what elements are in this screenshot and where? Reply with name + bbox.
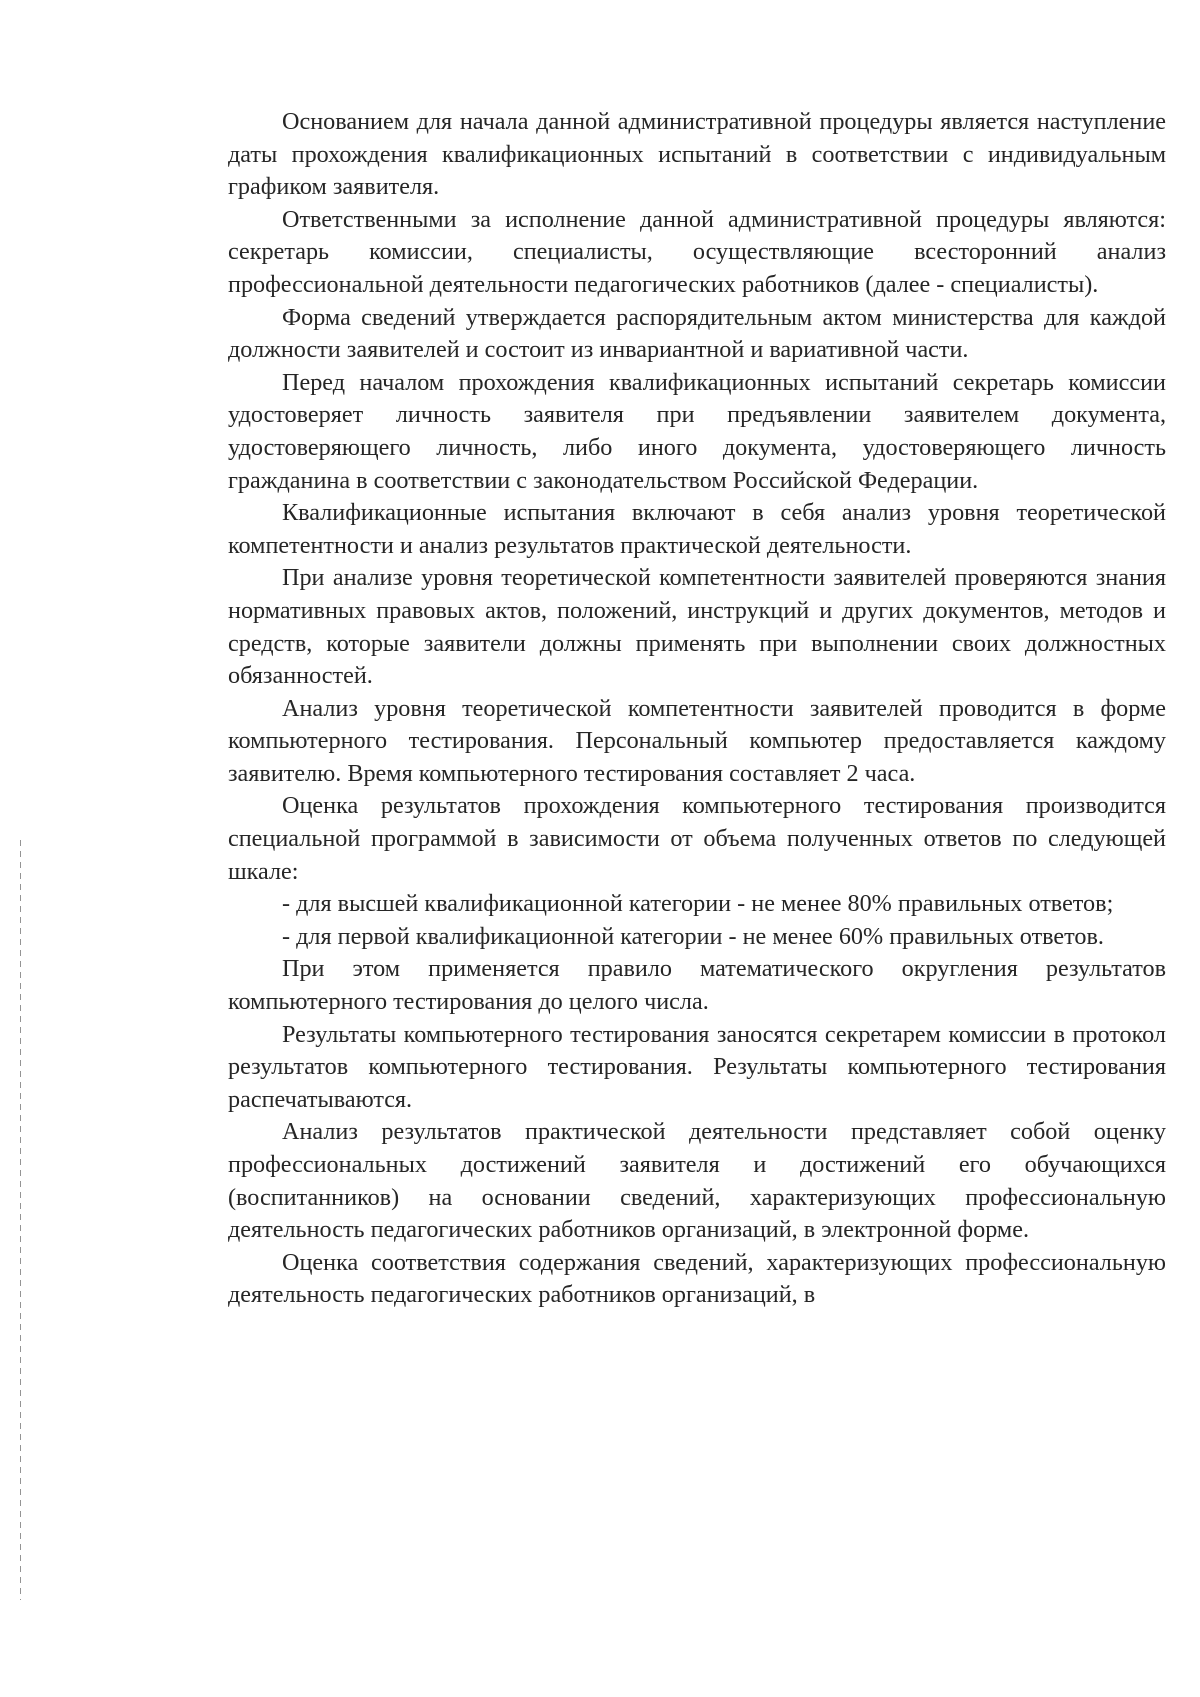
paragraph-responsible-persons: Ответственными за исполнение данной административной процедуры являются: секретарь комиссии, специалисты, осуществляющие всесторонний анализ профессиональной деятельности педагогических работников (далее - специалисты).	[228, 205, 1166, 298]
paragraph-testing-evaluation: Оценка результатов прохождения компьютерного тестирования производится специальной программой в зависимости от объема полученных ответов по следующей шкале:	[228, 792, 1166, 885]
paragraph-testing-results: Результаты компьютерного тестирования заносятся секретарем комиссии в протокол результатов компьютерного тестирования. Результаты компьютерного тестирования распечатываются.	[228, 1020, 1166, 1113]
document-body	[228, 106, 1166, 1312]
paragraph-theoretical-analysis: При анализе уровня теоретической компетентности заявителей проверяются знания нормативных правовых актов, положений, инструкций и других документов, методов и средств, которые заявители должны применять при выполнении своих должностных обязанностей.	[228, 564, 1166, 690]
paragraph-rounding-rule: При этом применяется правило математического округления результатов компьютерного тестирования до целого числа.	[228, 955, 1166, 1016]
paragraph-procedure-basis: Основанием для начала данной административной процедуры является наступление даты прохождения квалификационных испытаний в соответствии с индивидуальным графиком заявителя.	[228, 108, 1166, 201]
paragraph-identity-verification: Перед началом прохождения квалификационных испытаний секретарь комиссии удостоверяет личность заявителя при предъявлении заявителем документа, удостоверяющего личность, либо иного документа, удостоверяющего личность гражданина в соответствии с законодательством Российской Федерации.	[228, 368, 1166, 494]
paragraph-computer-testing: Анализ уровня теоретической компетентности заявителей проводится в форме компьютерного тестирования. Персональный компьютер предоставляется каждому заявителю. Время компьютерного тестирования составляет 2 часа.	[228, 694, 1166, 787]
paragraph-practical-analysis: Анализ результатов практической деятельности представляет собой оценку профессиональных достижений заявителя и достижений его обучающихся (воспитанников) на основании сведений, характеризующих профессиональную деятельность педагогических работников организаций, в электронной форме.	[228, 1118, 1166, 1244]
scan-edge-mark	[20, 840, 21, 1600]
paragraph-form-of-information: Форма сведений утверждается распорядительным актом министерства для каждой должности заявителей и состоит из инвариантной и вариативной части.	[228, 303, 1166, 364]
paragraph-compliance-assessment: Оценка соответствия содержания сведений, характеризующих профессиональную деятельность педагогических работников организаций, в	[228, 1248, 1166, 1309]
paragraph-qualification-tests: Квалификационные испытания включают в себя анализ уровня теоретической компетентности и анализ результатов практической деятельности.	[228, 499, 1166, 559]
paragraph-first-category: - для первой квалификационной категории - не менее 60% правильных ответов.	[282, 922, 1104, 950]
paragraph-highest-category: - для высшей квалификационной категории - не менее 80% правильных ответов;	[282, 890, 1114, 918]
